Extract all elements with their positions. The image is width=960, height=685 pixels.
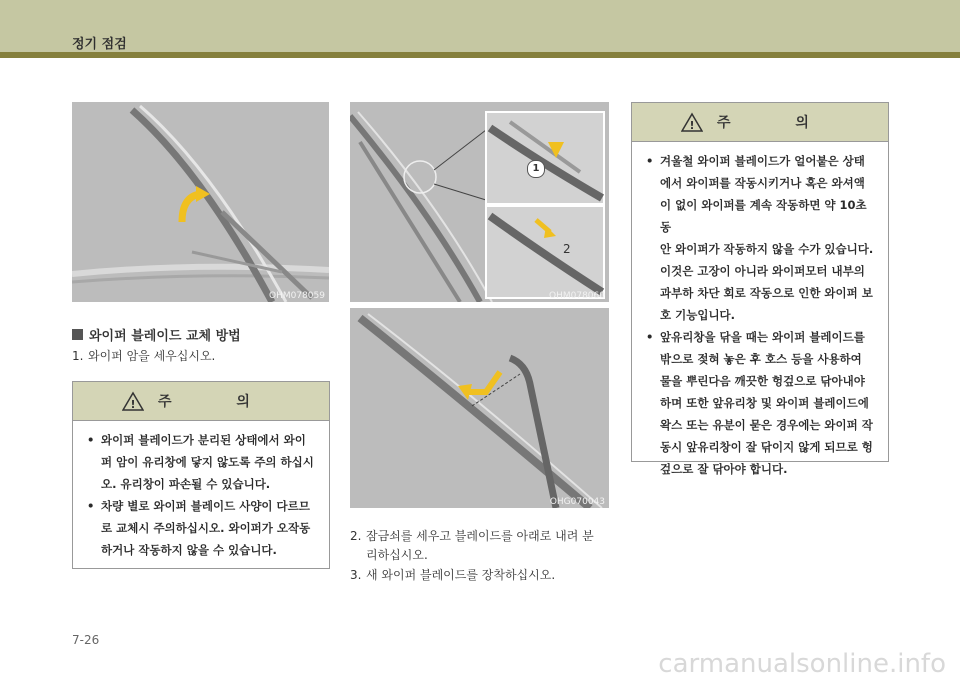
bullet-line: 이것은 고장이 아니라 와이퍼모터 내부의 — [660, 264, 865, 278]
callout-1-label: 1 — [532, 163, 540, 174]
figure-code: OHG070043 — [549, 497, 605, 507]
step-text: 새 와이퍼 블레이드를 장착하십시오. — [366, 568, 556, 582]
bullet-line: 겊으로 잘 닦아야 합니다. — [660, 462, 788, 476]
caution-box-right — [631, 102, 889, 476]
warning-symbol: ! — [689, 119, 695, 132]
step-1 — [72, 347, 215, 366]
bullet-line: 퍼 암이 유리창에 닿지 않도록 주의 하십시 — [101, 455, 314, 469]
warning-triangle-icon — [681, 112, 703, 132]
wiper-arm-illustration — [72, 102, 329, 302]
caution-title: 주 의 — [717, 115, 839, 131]
page-header — [0, 0, 960, 52]
bullet-dot: • — [646, 154, 654, 168]
bullet-dot: • — [87, 499, 95, 513]
figure-code: OHM078059 — [269, 291, 325, 301]
callout-2-label: 2 — [563, 242, 571, 256]
bullet-line: 호 기능입니다. — [660, 308, 736, 322]
heading-square-icon — [72, 329, 83, 340]
caution-body — [73, 421, 329, 567]
page-number: 7-26 — [72, 633, 100, 647]
caution-box-left — [72, 381, 330, 569]
bullet-line: 하며 또한 앞유리창 및 와이퍼 블레이드에 — [660, 396, 869, 410]
bullet-line: 에서 와이퍼를 작동시키거나 혹은 와셔액 — [660, 176, 865, 190]
bullet-line: 물을 뿌린다음 깨끗한 헝겊으로 닦아내야 — [660, 374, 865, 388]
step-2 — [350, 527, 612, 565]
step-number: 3. — [350, 568, 362, 582]
callout-1-badge — [527, 160, 545, 178]
caution-header — [632, 103, 888, 142]
caution-title: 주 의 — [158, 394, 280, 410]
bullet-line: 안 와이퍼가 작동하지 않을 수가 있습니다. — [660, 242, 874, 256]
bullet-line: 동시 앞유리창이 잘 닦이지 않게 되므로 헝 — [660, 440, 873, 454]
caution-header — [73, 382, 329, 421]
step-number: 1. — [72, 349, 84, 363]
bullet-line: 이 없이 와이퍼를 계속 작동하면 약 10초동 — [660, 198, 867, 234]
step-text: 잠금쇠를 세우고 블레이드를 아래로 내려 분 — [366, 529, 594, 543]
section-heading-text: 와이퍼 블레이드 교체 방법 — [89, 329, 241, 344]
bullet-line: 겨울철 와이퍼 블레이드가 얼어붙은 상태 — [660, 154, 865, 168]
bullet-line: 오. 유리창이 파손될 수 있습니다. — [101, 477, 271, 491]
caution-bullet — [87, 429, 317, 495]
step-text: 와이퍼 암을 세우십시오. — [88, 349, 216, 363]
bullet-dot: • — [87, 433, 95, 447]
bullet-line: 앞유리창을 닦을 때는 와이퍼 블레이드를 — [660, 330, 865, 344]
caution-bullet — [646, 150, 876, 326]
bullet-line: 차량 별로 와이퍼 블레이드 사양이 다르므 — [101, 499, 310, 513]
bullet-line: 과부하 차단 회로 작동으로 인한 와이퍼 보 — [660, 286, 873, 300]
bullet-line: 하거나 작동하지 않을 수 있습니다. — [101, 543, 277, 557]
watermark: carmanualsonline.info — [658, 649, 946, 679]
figure-lock-clip — [350, 102, 609, 302]
section-heading — [72, 325, 241, 344]
step-3 — [350, 566, 555, 585]
figure-code: OHM078060 — [549, 291, 605, 301]
bullet-dot: • — [646, 330, 654, 344]
bullet-line: 왁스 또는 유분이 묻은 경우에는 와이퍼 작 — [660, 418, 873, 432]
warning-triangle-icon — [122, 391, 144, 411]
step-number: 2. — [350, 529, 362, 543]
step-text-cont: 리하십시오. — [366, 548, 428, 562]
caution-bullet — [87, 495, 317, 561]
figure-blade-removal — [350, 308, 609, 508]
warning-symbol: ! — [130, 398, 136, 411]
blade-removal-illustration — [350, 308, 609, 508]
bullet-line: 로 교체시 주의하십시오. 와이퍼가 오작동 — [101, 521, 311, 535]
bullet-line: 밖으로 젖혀 놓은 후 호스 등을 사용하여 — [660, 352, 862, 366]
header-title: 정기 점검 — [72, 37, 127, 52]
lock-clip-illustration — [350, 102, 609, 302]
caution-bullet — [646, 326, 876, 480]
bullet-line: 와이퍼 블레이드가 분리된 상태에서 와이 — [101, 433, 306, 447]
caution-body — [632, 142, 888, 486]
header-rule — [0, 52, 960, 58]
figure-wiper-arm — [72, 102, 329, 302]
